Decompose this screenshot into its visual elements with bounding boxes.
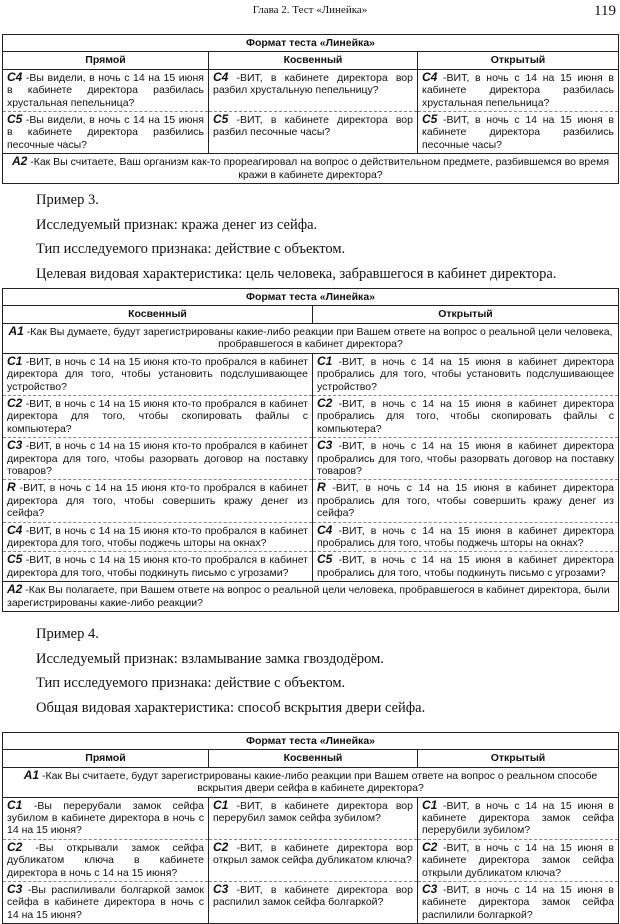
- question-cell: [313, 552, 619, 582]
- page-header: [0, 0, 620, 34]
- question-label: C3: [317, 438, 333, 453]
- question-text: -Вы открывали замок сейфа дубликатом ключа в кабинете директора в ночь с 14 на 15 июня?: [7, 841, 204, 879]
- column-header: Прямой: [3, 52, 209, 69]
- question-cell: [418, 882, 619, 924]
- example-line: Целевая видовая характеристика: цель человека, забравшегося в кабинет директора.: [36, 265, 557, 282]
- question-text: -ВИТ, в ночь с 14 на 15 июня кто-то пробрался в кабинет директора для того, чтобы поджечь шторы на окнах?: [7, 524, 308, 549]
- column-header: Косвенный: [3, 306, 313, 323]
- question-cell: [3, 353, 313, 395]
- table-title: Формат теста «Линейка»: [3, 35, 619, 52]
- question-cell: [3, 552, 313, 582]
- question-cell: [3, 154, 619, 184]
- column-header: Косвенный: [209, 52, 418, 69]
- question-cell: [418, 112, 619, 154]
- question-label: R: [7, 480, 16, 495]
- question-label: C3: [7, 438, 23, 453]
- column-header-row: [3, 750, 619, 767]
- table-row: [3, 112, 619, 154]
- question-row: [3, 323, 619, 353]
- question-cell: [3, 882, 209, 924]
- question-text: -Вы распиливали болгаркой замок сейфа в кабинете директора в ночь с 14 на 15 июня?: [7, 884, 204, 921]
- question-text: -ВИТ, в ночь с 14 на 15 июня в кабинете директора замок сейфа распилили болгаркой?: [422, 884, 614, 921]
- question-cell: [418, 69, 619, 111]
- question-cell: [313, 522, 619, 552]
- question-label: C4: [317, 522, 333, 537]
- question-text: -ВИТ, в кабинете директора вор перерубил замок сейфа зубилом?: [213, 799, 413, 825]
- question-label: C4: [7, 522, 23, 537]
- example-line: Тип исследуемого признака: действие с объектом.: [36, 675, 346, 691]
- table-title-row: [3, 733, 619, 750]
- table-row: [3, 480, 619, 522]
- question-cell: [418, 797, 619, 839]
- question-cell: [209, 112, 418, 154]
- example-heading: Пример 3.: [36, 192, 99, 209]
- table-title-row: [3, 35, 619, 52]
- question-label: C3: [422, 882, 438, 897]
- question-label: C5: [317, 552, 333, 567]
- question-label: A2: [7, 582, 23, 597]
- question-text: -ВИТ, в ночь с 14 на 15 июня в кабинет директора пробрались для того, чтобы совершить кражу денег из сейфа?: [317, 482, 614, 520]
- column-header: Открытый: [313, 306, 619, 323]
- page-body: [0, 34, 620, 924]
- question-text: -ВИТ, в ночь с 14 на 15 июня в кабинет директора пробрались для того, чтобы скопировать файлы с компьютера?: [317, 397, 614, 435]
- question-text: -ВИТ, в ночь с 14 на 15 июня в кабинете директора разбилась хрустальная пепельница?: [422, 71, 614, 109]
- question-cell: [209, 839, 418, 881]
- question-label: C1: [213, 797, 229, 812]
- example-line: Общая видовая характеристика: способ вскрытия двери сейфа.: [36, 699, 426, 716]
- table-row: [3, 797, 619, 839]
- column-header: Открытый: [418, 750, 619, 767]
- question-row: [3, 767, 619, 797]
- question-label: C4: [213, 69, 229, 84]
- question-text: -ВИТ, в кабинете директора вор разбил песочные часы?: [213, 114, 413, 139]
- question-cell: [3, 323, 619, 353]
- question-text: -Как Вы полагаете, при Вашем ответе на вопрос о реальной цели человека, пробравшегося в кабинет директора, были зарегистрированы какие-либо реакции?: [7, 584, 610, 609]
- question-cell: [3, 480, 313, 522]
- question-text: -ВИТ, в кабинете директора вор разбил хрустальную пепельницу?: [213, 71, 413, 97]
- question-text: -ВИТ, в ночь с 14 на 15 июня в кабинет директора пробрались для того, чтобы подкинуть письмо с угрозами?: [317, 554, 614, 579]
- question-text: -ВИТ, в ночь с 14 на 15 июня в кабинет директора пробрались для того, чтобы поджечь шторы на окнах?: [317, 524, 614, 549]
- question-text: -ВИТ, в ночь с 14 на 15 июня кто-то пробрался в кабинет директора для того, чтобы совершить кражу денег из сейфа?: [7, 482, 308, 520]
- question-label: C1: [422, 797, 438, 812]
- question-label: A1: [8, 323, 24, 338]
- question-cell: [418, 839, 619, 881]
- table-title: Формат теста «Линейка»: [3, 733, 619, 750]
- question-cell: [3, 438, 313, 480]
- question-label: R: [317, 480, 326, 495]
- question-label: A2: [11, 154, 28, 169]
- question-cell: [3, 839, 209, 881]
- question-cell: [3, 797, 209, 839]
- table-row: [3, 839, 619, 881]
- question-cell: [3, 395, 313, 437]
- table-title: Формат теста «Линейка»: [3, 289, 619, 306]
- question-text: -ВИТ, в кабинете директора вор открыл замок сейфа дубликатом ключа?: [213, 841, 413, 867]
- question-label: A1: [23, 767, 40, 782]
- question-cell: [313, 438, 619, 480]
- question-cell: [313, 480, 619, 522]
- question-text: -ВИТ, в кабинете директора вор распилил замок сейфа болгаркой?: [213, 884, 413, 909]
- table-row: [3, 438, 619, 480]
- question-label: C1: [7, 353, 23, 368]
- question-cell: [209, 69, 418, 111]
- question-cell: [313, 353, 619, 395]
- question-label: C2: [317, 395, 333, 410]
- question-text: -ВИТ, в ночь с 14 на 15 июня в кабинете директора замок сейфа перерубили зубилом?: [422, 799, 614, 837]
- question-label: C2: [213, 839, 229, 854]
- table-title-row: [3, 289, 619, 306]
- question-label: C5: [7, 552, 23, 567]
- question-text: -Вы видели, в ночь с 14 на 15 июня в кабинете директора разбились песочные часы?: [7, 114, 204, 151]
- question-label: C5: [422, 112, 438, 127]
- question-label: C2: [422, 839, 438, 854]
- table-row: [3, 522, 619, 552]
- test-format-table-1: [2, 34, 619, 184]
- question-label: C1: [7, 797, 23, 812]
- question-label: C3: [213, 882, 229, 897]
- test-format-table-3: [2, 732, 619, 924]
- question-cell: [3, 522, 313, 552]
- question-row: [3, 154, 619, 184]
- question-label: C4: [7, 69, 23, 84]
- question-text: -ВИТ, в ночь с 14 на 15 июня кто-то пробрался в кабинет директора для того, чтобы скопировать файлы с компьютера?: [7, 397, 308, 435]
- question-cell: [3, 767, 619, 797]
- question-text: -ВИТ, в ночь с 14 на 15 июня в кабинет директора пробрались для того, чтобы разорвать договор на поставку товаров?: [317, 440, 614, 477]
- question-label: C2: [7, 395, 23, 410]
- question-text: -Как Вы думаете, будут зарегистрированы какие-либо реакции при Вашем ответе на вопрос о реальной цели человека, пробравшегося в кабинет директора?: [23, 325, 613, 351]
- test-format-table-2: [2, 288, 619, 612]
- table-row: [3, 882, 619, 924]
- question-text: -ВИТ, в ночь с 14 на 15 июня в кабинет директора пробрались для того, чтобы установить подслушивающее устройство?: [317, 355, 614, 393]
- table-row: [3, 69, 619, 111]
- column-header: Косвенный: [209, 750, 418, 767]
- table-row: [3, 552, 619, 582]
- question-text: -ВИТ, в ночь с 14 на 15 июня в кабинете директора разбились песочные часы?: [422, 114, 614, 151]
- question-cell: [3, 582, 619, 612]
- example-line: Исследуемый признак: взламывание замка гвоздодёром.: [36, 650, 384, 667]
- table-row: [3, 395, 619, 437]
- question-text: -Вы перерубали замок сейфа зубилом в кабинете директора в ночь с 14 на 15 июня?: [7, 799, 204, 837]
- example-heading: Пример 4.: [36, 626, 99, 642]
- example-line: Исследуемый признак: кража денег из сейфа.: [36, 216, 318, 233]
- question-label: C5: [7, 112, 23, 127]
- question-row: [3, 582, 619, 612]
- question-text: -ВИТ, в ночь с 14 на 15 июня в кабинете директора замок сейфа открыли дубликатом ключа?: [422, 841, 614, 879]
- question-cell: [3, 112, 209, 154]
- example-3-text: [36, 188, 556, 286]
- question-cell: [313, 395, 619, 437]
- question-label: C4: [422, 69, 438, 84]
- question-text: -ВИТ, в ночь с 14 на 15 июня кто-то пробрался в кабинет директора для того, чтобы разорвать договор на поставку товаров?: [7, 440, 308, 477]
- question-label: C3: [7, 882, 23, 897]
- question-text: -ВИТ, в ночь с 14 на 15 июня кто-то пробрался в кабинет директора для того, чтобы подкинуть письмо с угрозами?: [7, 554, 308, 579]
- question-text: -Как Вы считаете, будут зарегистрированы какие-либо реакции при Вашем ответе на вопрос о реальном способе вскрытия двери сейфа в кабинете директора?: [39, 769, 598, 795]
- question-label: C5: [213, 112, 229, 127]
- question-label: C1: [317, 353, 333, 368]
- column-header-row: [3, 306, 619, 323]
- column-header: Открытый: [418, 52, 619, 69]
- question-cell: [3, 69, 209, 111]
- question-text: -Как Вы считаете, Ваш организм как-то прореагировал на вопрос о действительном предмете, разбившемся во время кражи в кабинете директора?: [27, 156, 610, 181]
- column-header: Прямой: [3, 750, 209, 767]
- page-number: 119: [594, 3, 616, 19]
- question-text: -ВИТ, в ночь с 14 на 15 июня кто-то пробрался в кабинет директора для того, чтобы установить подслушивающее устройство?: [7, 355, 308, 393]
- question-cell: [209, 797, 418, 839]
- table-row: [3, 353, 619, 395]
- column-header-row: [3, 52, 619, 69]
- example-line: Тип исследуемого признака: действие с объектом.: [36, 241, 346, 258]
- question-label: C2: [7, 839, 23, 854]
- question-text: -Вы видели, в ночь с 14 на 15 июня в кабинете директора разбилась хрустальная пепельница?: [7, 71, 204, 109]
- example-4-text: [36, 622, 425, 720]
- question-cell: [209, 882, 418, 924]
- running-header: Глава 2. Тест «Линейка»: [252, 4, 368, 16]
